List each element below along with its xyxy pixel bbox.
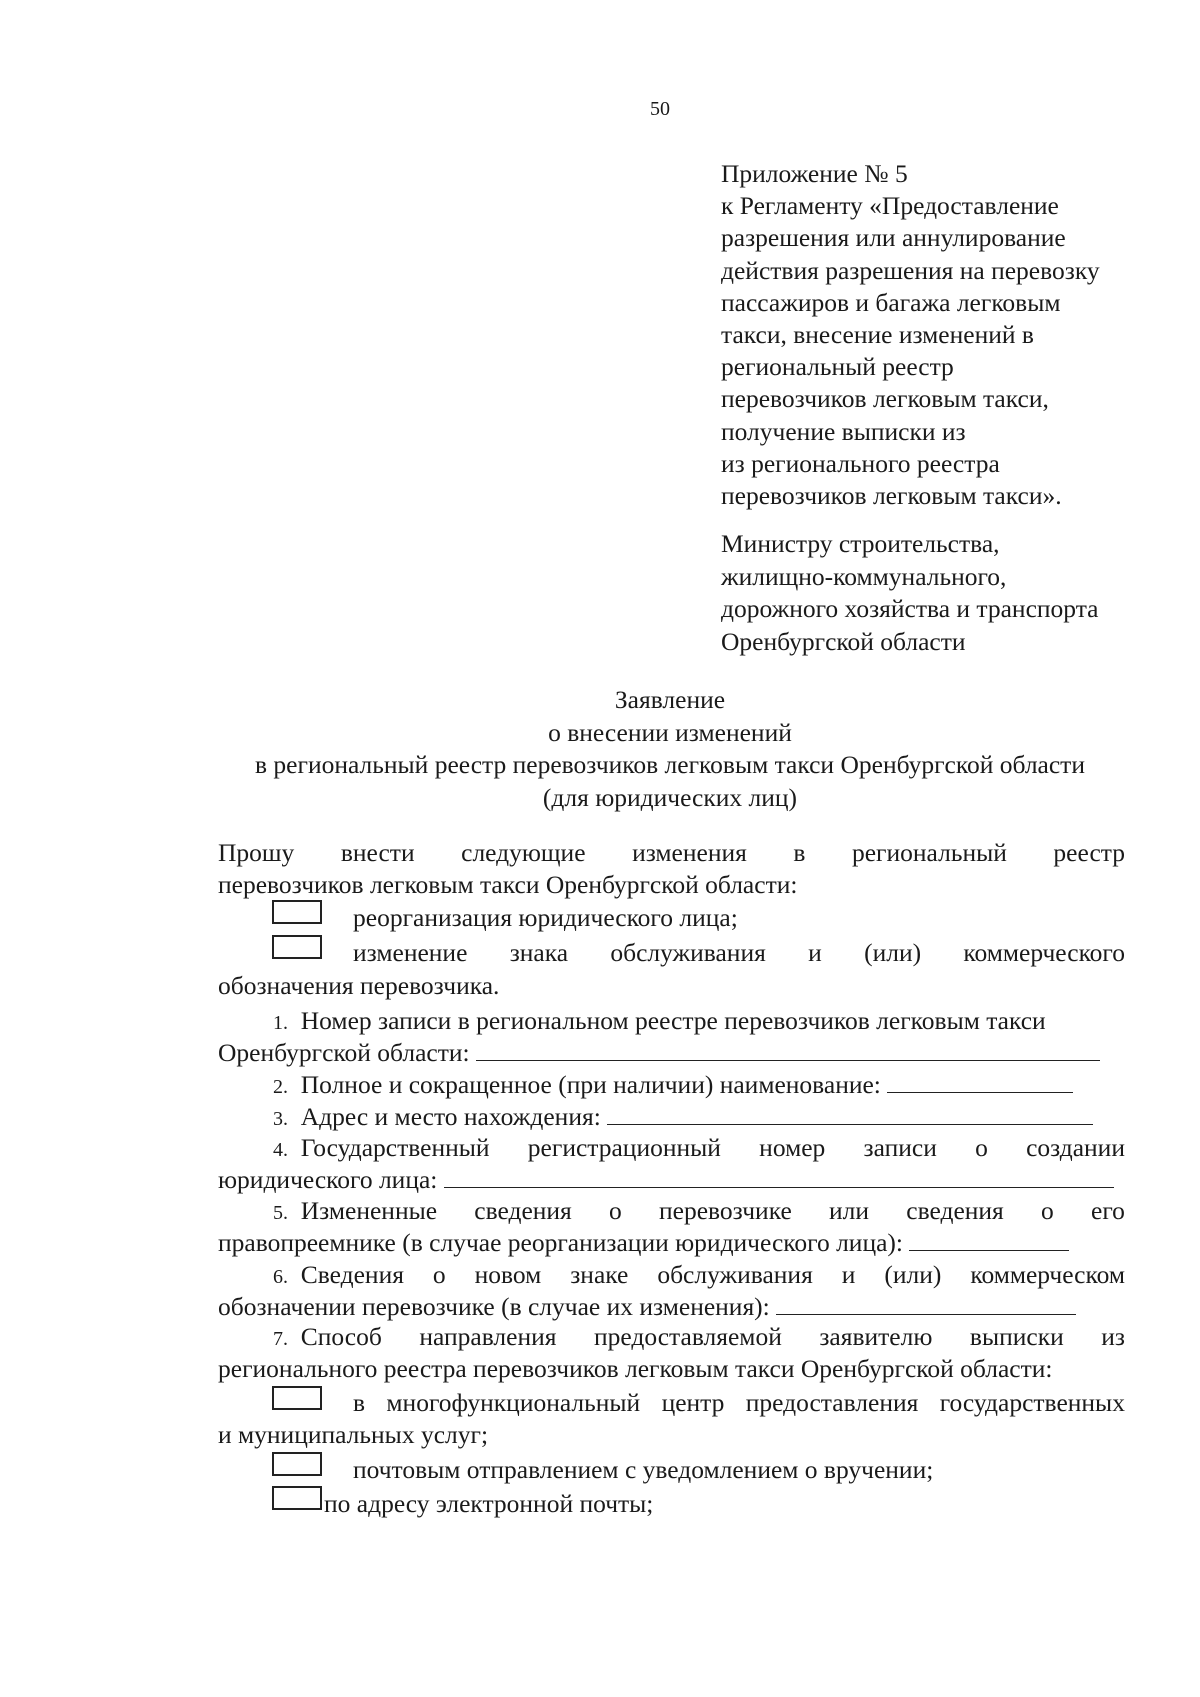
appendix-header	[721, 158, 1141, 512]
sign-change-checkbox[interactable]	[272, 935, 322, 959]
appendix-line: пассажиров и багажа легковым	[721, 287, 1061, 317]
item-text: Оренбургской области:	[218, 1038, 470, 1067]
request-line-1: Прошу внести следующие изменения в региональный реестр	[218, 838, 1125, 867]
registration-number-field[interactable]	[444, 1167, 1114, 1188]
service-mark-field[interactable]	[776, 1294, 1076, 1315]
item-4-line-1: 4. Государственный регистрационный номер записи о создании	[273, 1133, 1125, 1162]
item-text: Номер записи в региональном реестре перевозчиков легковым такси	[300, 1006, 1046, 1035]
item-6-line-1: 6. Сведения о новом знаке обслуживания и (или) коммерческом	[273, 1260, 1125, 1289]
title-line: Заявление	[614, 685, 726, 714]
item-number: 2.	[273, 1076, 288, 1098]
item-text: обозначении перевозчике (в случае их изменения):	[218, 1292, 770, 1321]
appendix-line: перевозчиков легковым такси».	[721, 481, 1062, 511]
item-1-line-2	[218, 1038, 1100, 1068]
post-label: почтовым отправлением с уведомлением о вручении;	[353, 1455, 934, 1484]
item-text: Полное и сокращенное (при наличии) наименование:	[300, 1070, 881, 1099]
email-label: по адресу электронной почты;	[324, 1489, 654, 1518]
appendix-line: региональный реестр	[721, 352, 954, 382]
email-checkbox[interactable]	[272, 1486, 322, 1510]
appendix-line: перевозчиков легковым такси,	[721, 384, 1049, 414]
item-5-line-1: 5. Измененные сведения о перевозчике или сведения о его	[273, 1196, 1125, 1225]
item-number: 1.	[273, 1012, 288, 1034]
appendix-line: получение выписки из	[721, 416, 966, 446]
record-number-field[interactable]	[476, 1040, 1100, 1061]
item-2-line-1	[273, 1070, 1073, 1100]
item-5-line-2	[218, 1228, 1069, 1258]
appendix-line: разрешения или аннулирование	[721, 223, 1066, 253]
appendix-line: такси, внесение изменений в	[721, 320, 1034, 350]
reorganization-label: реорганизация юридического лица;	[353, 903, 738, 932]
mfc-line-2: и муниципальных услуг;	[218, 1420, 489, 1449]
addressee-block	[721, 528, 1141, 658]
item-number: 3.	[273, 1108, 288, 1130]
reorganization-checkbox[interactable]	[272, 900, 322, 924]
appendix-line: действия разрешения на перевозку	[721, 255, 1100, 285]
item-6-line-2	[218, 1292, 1076, 1322]
item-4-line-2	[218, 1165, 1114, 1195]
title-line: о внесении изменений	[548, 717, 792, 747]
sign-change-line-1: изменение знака обслуживания и (или) коммерческого	[353, 938, 1125, 967]
post-checkbox[interactable]	[272, 1452, 322, 1476]
request-line-2: перевозчиков легковым такси Оренбургской области:	[218, 870, 798, 899]
page-number: 50	[650, 98, 670, 120]
item-text: правопреемнике (в случае реорганизации юридического лица):	[218, 1228, 903, 1257]
item-3-line-1	[273, 1102, 1093, 1132]
sign-change-line-2: обозначения перевозчика.	[218, 971, 500, 1000]
addressee-line: жилищно-коммунального,	[721, 561, 1007, 591]
item-text: Адрес и место нахождения:	[300, 1102, 601, 1131]
mfc-checkbox[interactable]	[272, 1386, 322, 1410]
appendix-line: из регионального реестра	[721, 448, 1000, 478]
document-title	[220, 684, 1120, 814]
title-line: в региональный реестр перевозчиков легковым такси Оренбургской области	[255, 750, 1085, 779]
name-field[interactable]	[887, 1072, 1073, 1093]
item-7-line-1: 7. Способ направления предоставляемой заявителю выписки из	[273, 1322, 1125, 1351]
item-1-line-1	[273, 1006, 1125, 1036]
address-field[interactable]	[607, 1104, 1093, 1125]
item-7-line-2: регионального реестра перевозчиков легковым такси Оренбургской области:	[218, 1354, 1053, 1383]
appendix-line: Приложение № 5	[721, 159, 908, 188]
item-number: 6.	[273, 1266, 288, 1288]
mfc-line-1: в многофункциональный центр предоставления государственных	[353, 1388, 1125, 1417]
item-number: 5.	[273, 1202, 288, 1224]
item-text: юридического лица:	[218, 1165, 438, 1194]
successor-info-field[interactable]	[909, 1230, 1069, 1251]
addressee-line: дорожного хозяйства и транспорта	[721, 594, 1099, 623]
addressee-line: Оренбургской области	[721, 626, 966, 656]
item-number: 4.	[273, 1139, 288, 1161]
appendix-line: к Регламенту «Предоставление	[721, 191, 1059, 221]
title-line: (для юридических лиц)	[542, 782, 798, 812]
addressee-line: Министру строительства,	[721, 529, 1000, 558]
item-number: 7.	[273, 1328, 288, 1350]
